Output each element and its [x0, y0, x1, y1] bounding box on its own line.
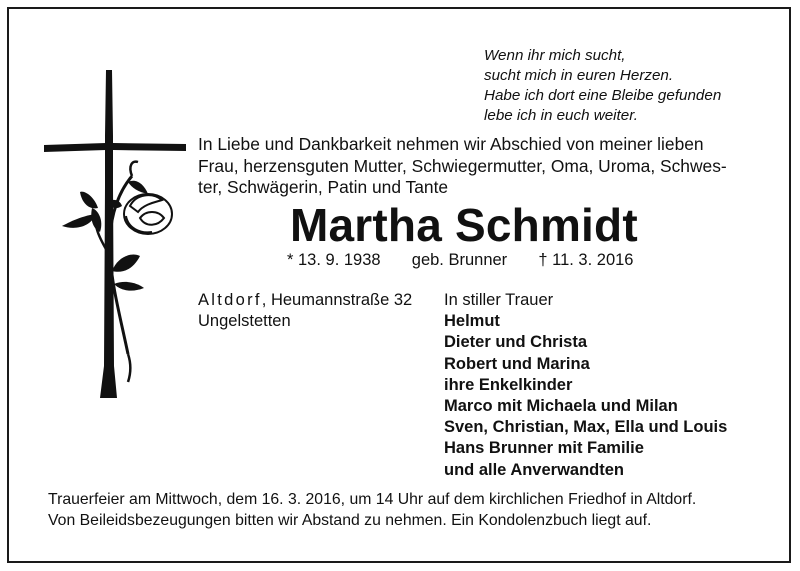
intro-line: ter, Schwägerin, Patin und Tante — [198, 177, 449, 197]
death-date: † 11. 3. 2016 — [538, 251, 634, 269]
mourner-name: Helmut — [444, 312, 500, 331]
mourner-name: Dieter und Christa — [444, 333, 588, 352]
address — [198, 290, 412, 332]
deceased-name: Martha Schmidt — [290, 199, 638, 251]
mourner-name: Sven, Christian, Max, Ella und Louis — [444, 418, 728, 437]
poem-line: Wenn ihr mich sucht, — [484, 47, 626, 64]
cross-with-rose-icon — [40, 66, 190, 406]
mourner-name: Robert und Marina — [444, 354, 590, 373]
address-line2: Ungelstetten — [198, 312, 291, 330]
maiden-name: geb. Brunner — [411, 251, 508, 269]
address-town: Altdorf — [198, 291, 262, 309]
mourners-list — [444, 290, 727, 481]
mourners-heading: In stiller Trauer — [444, 291, 554, 309]
poem-line: Habe ich dort eine Bleibe gefunden — [484, 87, 722, 104]
mourner-name: Marco mit Michaela und Milan — [444, 397, 678, 416]
intro-line: In Liebe und Dankbarkeit nehmen wir Abschied von meiner lieben — [198, 134, 704, 154]
birth-date: * 13. 9. 1938 — [287, 251, 381, 269]
mourner-name: und alle Anverwandten — [444, 460, 625, 479]
intro-text — [198, 134, 758, 199]
life-dates — [287, 251, 633, 270]
address-street: , Heumannstraße 32 — [261, 291, 413, 309]
footer-text — [48, 490, 696, 531]
poem-line: sucht mich in euren Herzen. — [484, 67, 674, 84]
poem — [484, 46, 721, 126]
intro-line: Frau, herzensguten Mutter, Schwiegermutter, Oma, Uroma, Schwes- — [198, 155, 727, 176]
poem-line: lebe ich in euch weiter. — [484, 107, 638, 124]
footer-line: Trauerfeier am Mittwoch, dem 16. 3. 2016, um 14 Uhr auf dem kirchlichen Friedhof in Altdorf. — [48, 491, 697, 508]
footer-line: Von Beileidsbezeugungen bitten wir Abstand zu nehmen. Ein Kondolenzbuch liegt auf. — [48, 511, 652, 529]
mourner-name: Hans Brunner mit Familie — [444, 439, 644, 458]
mourner-name: ihre Enkelkinder — [444, 375, 573, 394]
